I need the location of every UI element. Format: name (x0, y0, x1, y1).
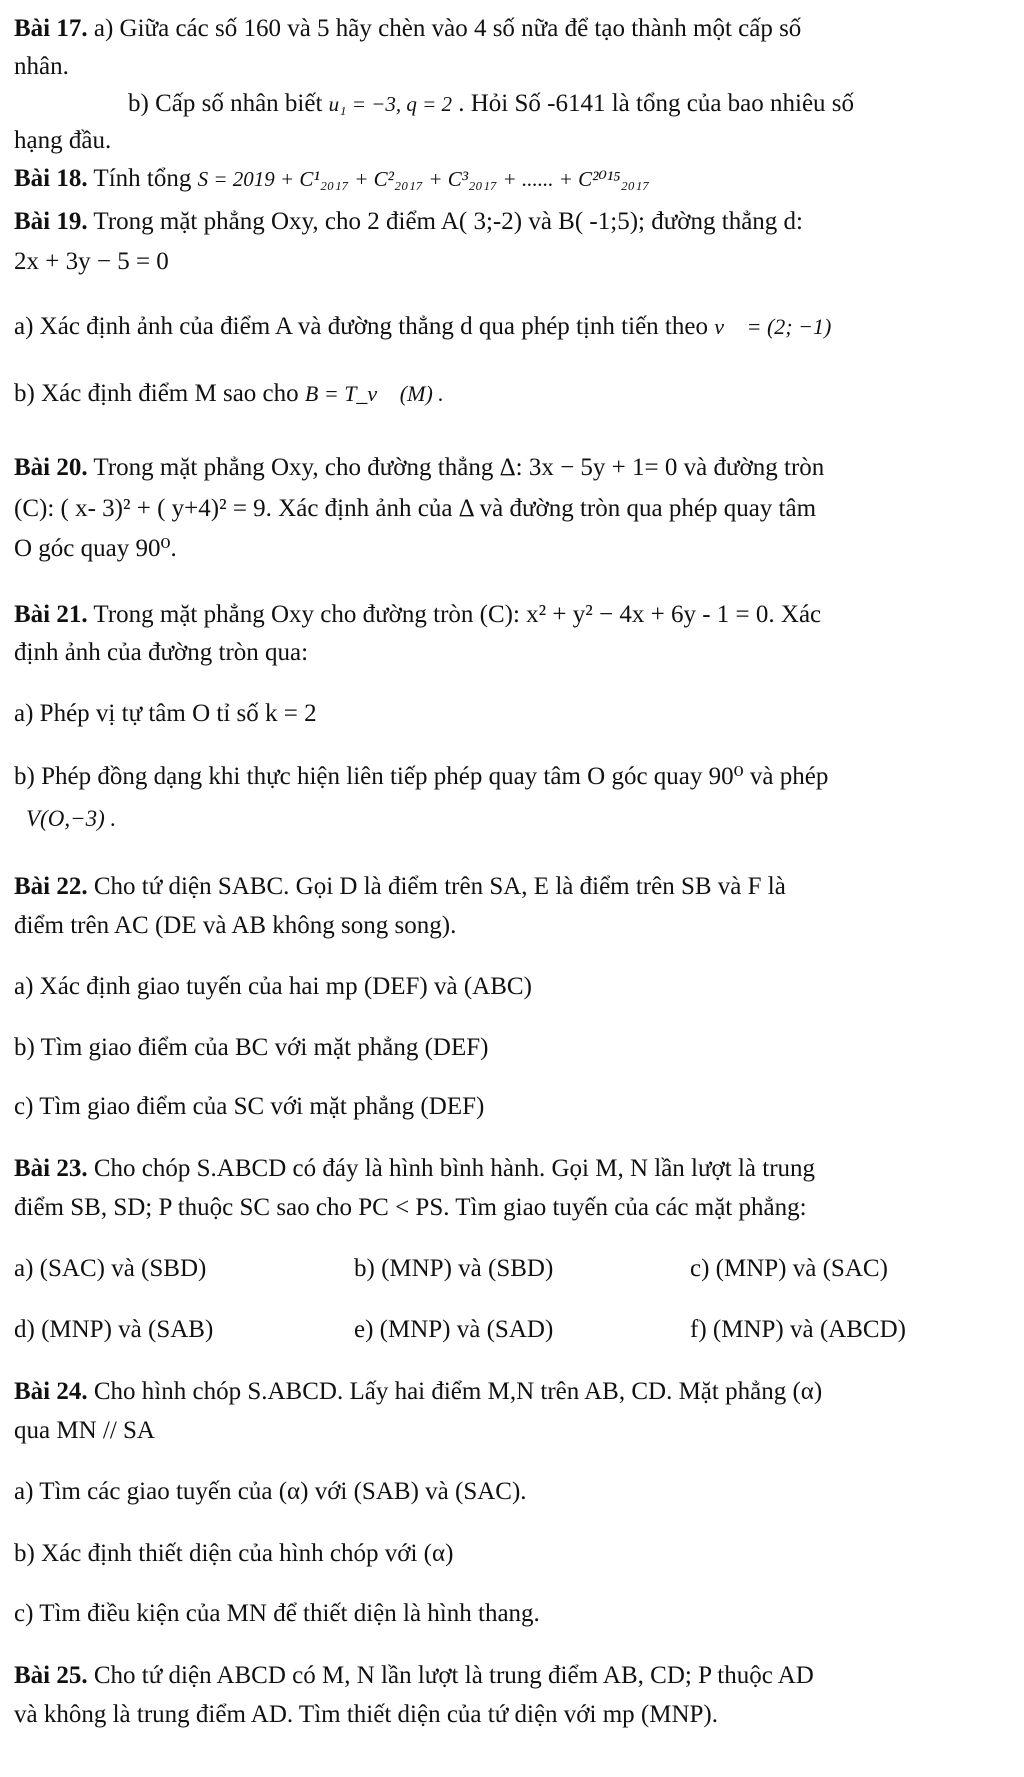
b21-part-b: b) Phép đồng dạng khi thực hiện liên tiếp phép quay tâm O góc quay 90⁰ và phép (14, 763, 829, 790)
b25-line-2: và không là trung điểm AD. Tìm thiết diện của tứ diện với mp (MNP). (14, 1701, 718, 1728)
b23-title: Bài 23. (14, 1155, 88, 1182)
b20-line-3: O góc quay 90⁰. (14, 535, 177, 562)
b24-line-1 (14, 1375, 1012, 1409)
b17-part-b-end: . Hỏi Số -6141 là tổng của bao nhiêu số (452, 90, 855, 117)
b24-part-a: a) Tìm các giao tuyến của (α) với (SAB) và (SAC). (14, 1478, 527, 1505)
b23-line-1 (14, 1152, 1012, 1186)
b19-text: Trong mặt phẳng Oxy, cho 2 điểm A( 3;-2) và B( -1;5); đường thẳng d: (87, 208, 803, 235)
b23-option-d: d) (MNP) và (SAB) (14, 1316, 214, 1343)
b17-line-2: nhân. (14, 53, 69, 80)
b19-vector: v⃗ = (2; −1) (714, 314, 832, 339)
b20-title: Bài 20. (14, 454, 88, 481)
b23-option-c: c) (MNP) và (SAC) (690, 1255, 888, 1282)
b21-part-a: a) Phép vị tự tâm O tỉ số k = 2 (14, 700, 317, 727)
b17-title: Bài 17. (14, 15, 88, 42)
b23-option-e: e) (MNP) và (SAD) (354, 1316, 554, 1343)
b19-translation-formula: B = T_v⃗ (M) . (304, 381, 444, 406)
b17-line-3 (128, 87, 1012, 121)
b17-line-4: hạng đầu. (14, 127, 112, 154)
b20-line-2: (C): ( x- 3)² + ( y+4)² = 9. Xác định ảnh của Δ và đường tròn qua phép quay tâm (14, 495, 817, 522)
b21-line-2: định ảnh của đường tròn qua: (14, 639, 309, 666)
b25-line-1 (14, 1659, 1012, 1693)
b21-title: Bài 21. (14, 601, 88, 628)
b19-part-a-text: a) Xác định ảnh của điểm A và đường thẳng d qua phép tịnh tiến theo (14, 313, 715, 340)
b17-formula: u₁ = −3, q = 2 (328, 92, 452, 116)
b24-line-2: qua MN // SA (14, 1417, 155, 1444)
b19-line-1 (14, 205, 1012, 239)
b22-part-a: a) Xác định giao tuyến của hai mp (DEF) và (ABC) (14, 973, 532, 1000)
b19-part-a (14, 310, 1012, 344)
b23-text: Cho chóp S.ABCD có đáy là hình bình hành. Gọi M, N lần lượt là trung (87, 1155, 816, 1182)
b17-part-b: b) Cấp số nhân biết (128, 90, 329, 117)
b21-homothety: V(O,−3) . (26, 806, 117, 831)
b22-line-2: điểm trên AC (DE và AB không song song). (14, 912, 457, 939)
b25-text: Cho tứ diện ABCD có M, N lần lượt là trung điểm AB, CD; P thuộc AD (87, 1662, 814, 1689)
b24-part-b: b) Xác định thiết diện của hình chóp với (α) (14, 1540, 454, 1567)
b19-title: Bài 19. (14, 208, 88, 235)
b23-line-2: điểm SB, SD; P thuộc SC sao cho PC < PS. Tìm giao tuyến của các mặt phẳng: (14, 1194, 807, 1221)
b24-text: Cho hình chóp S.ABCD. Lấy hai điểm M,N trên AB, CD. Mặt phẳng (α) (87, 1378, 823, 1405)
b17-line-1 (14, 12, 1012, 46)
b19-line-2: 2x + 3y − 5 = 0 (14, 248, 169, 275)
b22-text: Cho tứ diện SABC. Gọi D là điểm trên SA, E là điểm trên SB và F là (87, 873, 786, 900)
b18-text: Tính tổng (87, 165, 198, 192)
b23-option-f: f) (MNP) và (ABCD) (690, 1316, 906, 1343)
b21-text: Trong mặt phẳng Oxy cho đường tròn (C): x² + y² − 4x + 6y - 1 = 0. Xác (87, 601, 822, 628)
b22-part-c: c) Tìm giao điểm của SC với mặt phẳng (DEF) (14, 1093, 485, 1120)
b22-part-b: b) Tìm giao điểm của BC với mặt phẳng (DEF) (14, 1034, 489, 1061)
b18-line (14, 162, 1012, 196)
b19-part-b (14, 377, 1012, 411)
b23-option-a: a) (SAC) và (SBD) (14, 1255, 207, 1282)
b18-formula: S = 2019 + C¹₂₀₁₇ + C²₂₀₁₇ + C³₂₀₁₇ + ...... + C²⁰¹⁵₂₀₁₇ (197, 167, 650, 191)
b18-title: Bài 18. (14, 165, 88, 192)
b20-line-1 (14, 451, 1012, 485)
b19-part-b-text: b) Xác định điểm M sao cho (14, 380, 305, 407)
b20-text: Trong mặt phẳng Oxy, cho đường thẳng Δ: 3x − 5y + 1= 0 và đường tròn (87, 454, 825, 481)
b23-option-b: b) (MNP) và (SBD) (354, 1255, 554, 1282)
b24-part-c: c) Tìm điều kiện của MN để thiết diện là hình thang. (14, 1600, 540, 1627)
b17-part-a: a) Giữa các số 160 và 5 hãy chèn vào 4 số nữa để tạo thành một cấp số (87, 15, 802, 42)
b22-line-1 (14, 870, 1012, 904)
b21-line-1 (14, 598, 1012, 632)
b25-title: Bài 25. (14, 1662, 88, 1689)
b24-title: Bài 24. (14, 1378, 88, 1405)
b22-title: Bài 22. (14, 873, 88, 900)
